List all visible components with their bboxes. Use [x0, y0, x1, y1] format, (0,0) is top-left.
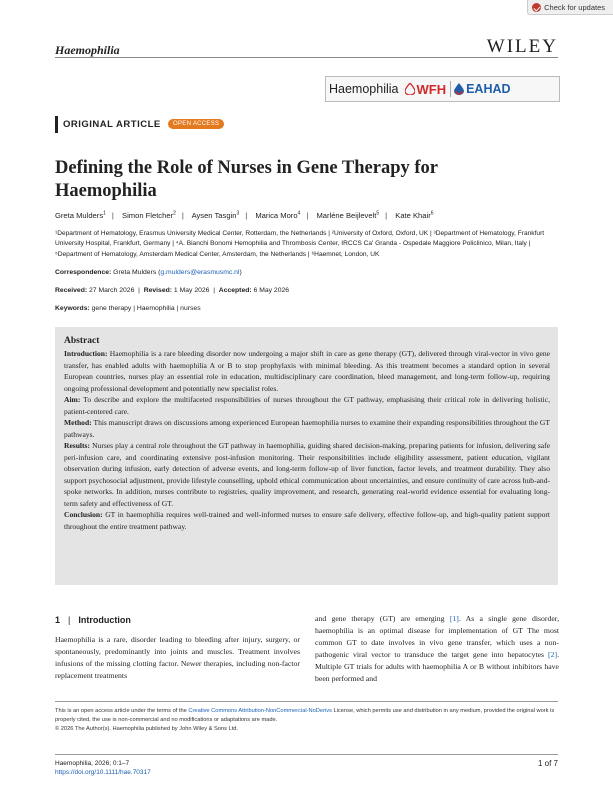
- footer-citation: Haemophilia, 2026; 0:1–7 https://doi.org/10.1111/hae.70317: [55, 760, 151, 776]
- copyright: © 2026 The Author(s). Haemophilia published by John Wiley & Sons Ltd.: [55, 725, 239, 732]
- license-link[interactable]: Creative Commons Attribution-NonCommercial-NoDerivs: [188, 708, 332, 714]
- open-access-badge: OPEN ACCESS: [168, 119, 224, 129]
- check-updates-icon: [532, 3, 541, 12]
- abstract-heading: Abstract: [64, 336, 100, 346]
- journal-banner: [325, 76, 560, 102]
- correspondence-email-link[interactable]: g.mulders@erasmusmc.nl: [160, 269, 240, 276]
- abstract-aim: Aim: To describe and explore the multifaceted responsibilities of nurses throughout the GT pathway, emphasising their critical role in delivering holistic, patient-centered care.: [64, 395, 550, 416]
- abstract-box: [55, 327, 558, 585]
- license-note: This is an open access article under the terms of the Creative Commons Attribution-NonCommercial-NoDerivs License, which permits use and distribution in any medium, provided the original work is properly cited, the use is non-commercial and no modifications or adaptations are made. © 2026 The Author(s). Haemophilia published by John Wiley & Sons Ltd.: [55, 708, 555, 732]
- article-title: Defining the Role of Nurses in Gene Therapy for Haemophilia: [55, 158, 438, 201]
- banner-haemophilia: Haemophilia: [329, 82, 399, 96]
- doi-link[interactable]: https://doi.org/10.1111/hae.70317: [55, 769, 151, 776]
- check-updates-label: Check for updates: [544, 2, 605, 12]
- eahad-drop-icon: [454, 83, 464, 95]
- abstract-conclusion: Conclusion: GT in haemophilia requires well-trained and well-informed nurses to ensure safe delivery, effective follow-up, and high-quality patient support throughout the entire treatment pathway.: [64, 510, 550, 531]
- header-rule: [55, 57, 558, 58]
- footer-rule-bottom: [55, 754, 558, 755]
- eahad-label: EAHAD: [466, 82, 511, 96]
- article-dates: Received: 27 March 2026 | Revised: 1 May 2026 | Accepted: 6 May 2026: [55, 287, 290, 294]
- abstract-introduction: Introduction: Haemophilia is a rare bleeding disorder now undergoing a major shift in care as gene therapy (GT), delivered through viral-vector in vivo gene transfer, has enabled adults with haemophilia A or B to stop prophylaxis with minimal bleeding. As this treatment becomes a standard option in several European countries, nurses play an essential role in education, multidisciplinary care coordination, bleed management, and long-term follow-up, requiring ongoing professional development and potentially new specialist roles.: [64, 349, 550, 393]
- abstract-results: Results: Nurses play a central role throughout the GT pathway in haemophilia, guiding shared decision-making, preparing patients for infusion, delivering safe peri-infusion care, and coordinating extensive post-infusion monitoring. Their responsibilities include eligibility assessment, patient education, vigilant observation during infusion, early detection of adverse events, and long-term follow-up of liver function, factor levels, and treatment durability. They also support psychosocial adjustment, provide lifestyle counselling, uphold ethical communication about uncertainties, and ensure continuity of care across hub-and-spoke networks. In addition, nurses contribute to registries, quality improvement, and research, generating real-world evidence essential for evaluating long-term safety and effectiveness of GT.: [64, 441, 550, 508]
- banner-eahad: [451, 82, 513, 96]
- check-for-updates-badge[interactable]: [527, 0, 613, 15]
- footer-rule: [55, 701, 558, 702]
- wfh-drop-icon: [405, 83, 415, 95]
- affiliations: ¹Department of Hematology, Erasmus University Medical Center, Rotterdam, the Netherlands | ²University of Oxford, Oxford, UK | ³Department of Hematology, Frankfurt University Hospital, Frankfurt, Germany | ⁴A. Bianchi Bonomi Hemophilia and Thrombosis Center, IRCCS Ca' Granda - Ospedale Maggiore Policlinico, Milan, Italy | ⁵Department of Hematology, Amsterdam Medical Center, Amsterdam, the Netherlands | ⁶Haemnet, London, UK: [55, 230, 545, 258]
- section-heading: 1 | Introduction: [55, 615, 131, 625]
- article-type: ORIGINAL ARTICLE: [63, 119, 161, 130]
- publisher-logo: WILEY: [486, 36, 558, 57]
- author[interactable]: Aysen Tasgin$^3$: [191, 210, 240, 220]
- author[interactable]: Marléne Beijlevelt$^5$: [316, 210, 380, 220]
- article-type-bar: [55, 116, 58, 133]
- keywords: Keywords: gene therapy | Haemophilia | nurses: [55, 305, 201, 312]
- author[interactable]: Simon Fletcher$^2$: [122, 210, 176, 220]
- author[interactable]: Marica Moro$^4$: [255, 210, 301, 220]
- journal-name: Haemophilia: [55, 43, 120, 57]
- body-left-column: Haemophilia is a rare, disorder leading to bleeding after injury, surgery, or spontaneously, predominantly into joints and muscles. Treatment involves infusions of the missing clotting factor. Newer therapies, including non-factor replacement treatments: [55, 635, 300, 680]
- correspondence: Correspondence: Greta Mulders (g.mulders@erasmusmc.nl): [55, 269, 242, 276]
- body-right-column: and gene therapy (GT) are emerging [1]. As a single gene disorder, haemophilia is an optimal disease for implementation of GT The most common GT to date involves in vivo gene transfer, which uses a non-pathogenic viral vector to transduce the target gene into hepatocytes [2]. Multiple GT trials for adults with haemophilia A or B without inhibitors have been performed and: [315, 614, 560, 683]
- page-number: 1 of 7: [537, 759, 558, 768]
- citation-link[interactable]: [2]: [548, 650, 558, 659]
- abstract-method: Method: This manuscript draws on discussions among experienced European haemophilia nurses to examine their expanding responsibilities throughout the GT pathways.: [64, 418, 550, 439]
- author-list: Greta Mulders$^1$ | Simon Fletcher$^2$ | Aysen Tasgin$^3$ | Marica Moro$^4$ | Marléne Beijlevelt$^5$ | Kate Khair$^6$: [55, 210, 434, 220]
- author[interactable]: Kate Khair$^6$: [395, 210, 434, 220]
- citation-link[interactable]: [1]: [449, 614, 459, 623]
- banner-wfh: [401, 82, 450, 97]
- author[interactable]: Greta Mulders$^1$: [55, 210, 106, 220]
- wfh-label: WFH: [416, 81, 447, 97]
